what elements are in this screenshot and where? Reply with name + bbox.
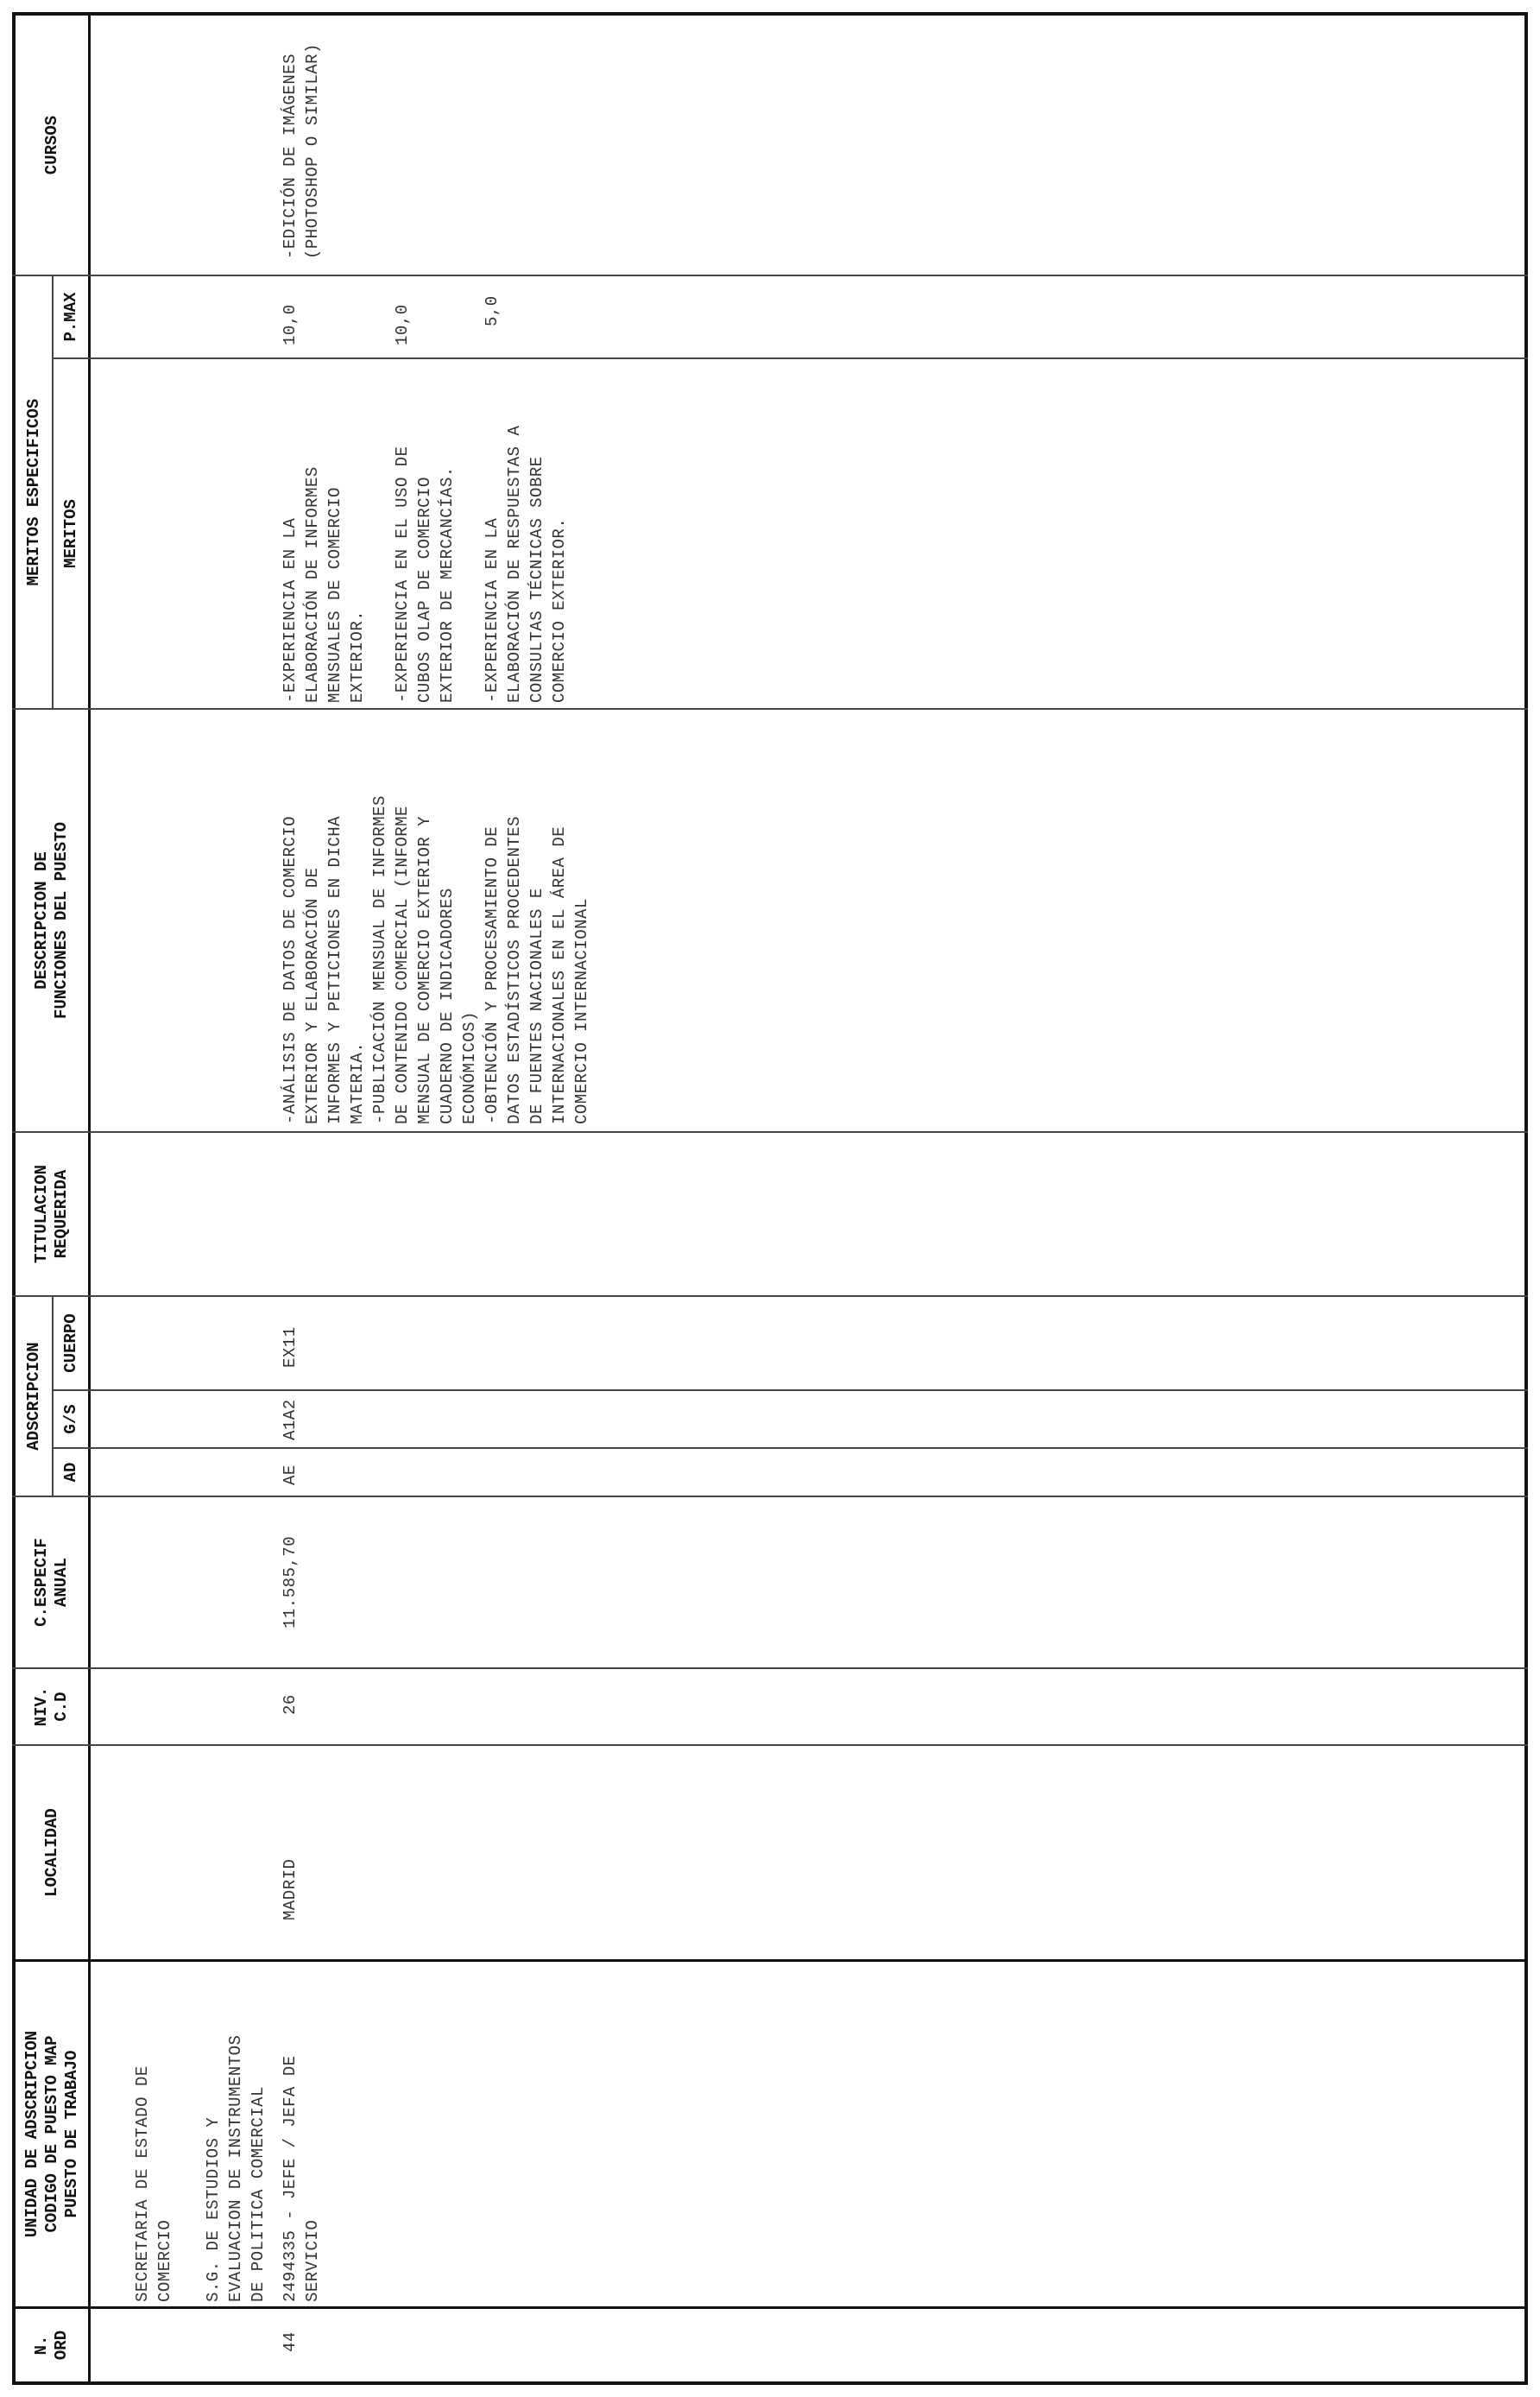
cell-descripcion: -ANÁLISIS DE DATOS DE COMERCIO EXTERIOR Y ELABORACIÓN DE INFORMES Y PETICIONES EN DICHA MATERIA. -PUBLICACIÓN MENSUAL DE INFORMES DE CONTENIDO COMERCIAL (INFORME MENSUAL DE COMERCIO EXTERIOR Y CUADERNO DE INDICADORES ECONÓMICOS) -OBTENCIÓN Y PROCESAMIENTO DE DATOS ESTADÍSTICOS PROCEDENTES DE FUENTES NACIONALES E INTERNACIONALES EN EL ÁREA DE COMERCIO INTERNACIONAL bbox=[281, 795, 591, 1124]
header-meritos: MERITOS bbox=[60, 499, 80, 568]
header-unidad: UNIDAD DE ADSCRIPCION CODIGO DE PUESTO MAP PUESTO DE TRABAJO bbox=[22, 2030, 81, 2238]
col-sep-5 bbox=[12, 1496, 1528, 1497]
ad-gs-sep bbox=[52, 1447, 1528, 1449]
header-p-max: P.MAX bbox=[60, 292, 80, 342]
cell-c-especif: 11.585,70 bbox=[281, 1535, 300, 1629]
cell-ad: AE bbox=[281, 1464, 300, 1485]
header-c-especif: C.ESPECIF ANUAL bbox=[32, 1538, 71, 1627]
header-n-ord: N. ORD bbox=[32, 2330, 71, 2361]
header-nivel: NIV. C.D bbox=[32, 1686, 71, 1727]
col-sep-8 bbox=[12, 708, 1528, 710]
cell-merito-1: -EXPERIENCIA EN LA ELABORACIÓN DE INFORMES MENSUALES DE COMERCIO EXTERIOR. bbox=[281, 466, 367, 703]
header-ad: AD bbox=[60, 1462, 80, 1483]
header-bottom-line bbox=[88, 12, 91, 2385]
cell-unit-subdirectorate: S.G. DE ESTUDIOS Y EVALUACION DE INSTRUMENTOS DE POLITICA COMERCIAL bbox=[204, 2034, 268, 2302]
meritos-pmax-sep bbox=[52, 357, 1528, 359]
col-sep-7 bbox=[12, 1131, 1528, 1133]
cell-pmax-2: 10,0 bbox=[393, 304, 412, 345]
col-sep-2 bbox=[12, 1959, 1528, 1962]
gs-cuerpo-sep bbox=[52, 1389, 1528, 1391]
cell-localidad: MADRID bbox=[281, 1858, 300, 1920]
col-sep-6 bbox=[12, 1295, 1528, 1297]
col-sep-9 bbox=[12, 275, 1528, 276]
cell-cuerpo: EX11 bbox=[281, 1326, 300, 1368]
cell-puesto: 2494335 - JEFE / JEFA DE SERVICIO bbox=[281, 2055, 322, 2302]
cell-gs: A1A2 bbox=[281, 1399, 300, 1440]
cell-unit-ministry: SECRETARIA DE ESTADO DE COMERCIO bbox=[133, 2065, 174, 2302]
cell-cursos: -EDICIÓN DE IMÁGENES (PHOTOSHOP O SIMILAR) bbox=[281, 43, 322, 259]
col-sep-3 bbox=[12, 1744, 1528, 1746]
cell-n-ord: 44 bbox=[281, 2331, 300, 2352]
col-sep-1 bbox=[12, 2306, 1528, 2309]
header-cursos: CURSOS bbox=[41, 115, 61, 175]
header-gs: G/S bbox=[60, 1404, 80, 1434]
cell-pmax-1: 10,0 bbox=[281, 304, 300, 345]
cell-merito-3: -EXPERIENCIA EN LA ELABORACIÓN DE RESPUESTAS A CONSULTAS TÉCNICAS SOBRE COMERCIO EXTERIOR. bbox=[483, 425, 569, 703]
cell-nivel: 26 bbox=[281, 1694, 300, 1715]
cell-pmax-3: 5,0 bbox=[483, 295, 502, 326]
header-cuerpo: CUERPO bbox=[60, 1313, 80, 1373]
cell-merito-2: -EXPERIENCIA EN EL USO DE CUBOS OLAP DE COMERCIO EXTERIOR DE MERCANCÍAS. bbox=[393, 446, 457, 703]
header-titulacion: TITULACION REQUERIDA bbox=[32, 1164, 71, 1264]
header-adscripcion: ADSCRIPCION bbox=[23, 1342, 43, 1451]
header-meritos-especificos: MERITOS ESPECIFICOS bbox=[23, 398, 43, 586]
header-localidad: LOCALIDAD bbox=[41, 1808, 61, 1897]
header-descripcion: DESCRIPCION DE FUNCIONES DEL PUESTO bbox=[32, 821, 71, 1020]
col-sep-4 bbox=[12, 1667, 1528, 1669]
